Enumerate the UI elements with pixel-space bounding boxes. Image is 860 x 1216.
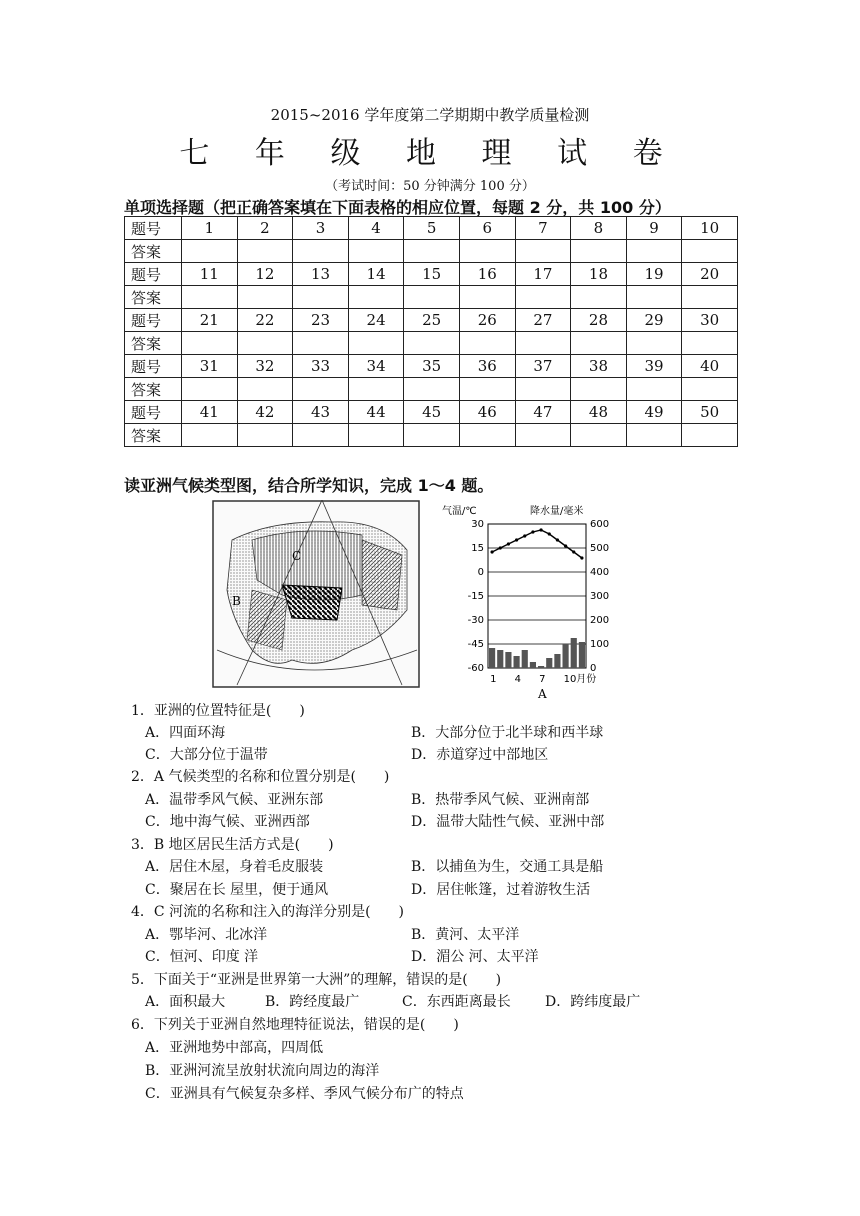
temperature-point (580, 556, 583, 559)
question-number-cell: 24 (348, 309, 404, 332)
table-row-answers (125, 286, 738, 309)
answer-cell[interactable] (515, 286, 571, 309)
reading-instruction: 读亚洲气候类型图，结合所学知识，完成 1～4 题。 (124, 476, 494, 495)
answer-cell[interactable] (404, 378, 460, 401)
temperature-point (515, 538, 518, 541)
answer-cell[interactable] (515, 424, 571, 447)
q4-option-b: B．黄河、太平洋 (411, 927, 520, 943)
temperature-point (523, 534, 526, 537)
answer-cell[interactable] (682, 240, 738, 263)
question-4-stem: 4．C 河流的名称和注入的海洋分别是( ) (131, 904, 404, 920)
exam-session-line: 2015~2016 学年度第二学期期中教学质量检测 (270, 106, 590, 124)
question-6-stem: 6．下列关于亚洲自然地理特征说法，错误的是( ) (131, 1017, 459, 1033)
chart-caption: A (538, 687, 547, 700)
question-number-cell: 45 (404, 401, 460, 424)
answer-table (124, 216, 738, 447)
chart-right-tick: 400 (590, 567, 610, 578)
answer-cell[interactable] (626, 240, 682, 263)
answer-cell[interactable] (682, 378, 738, 401)
chart-x-tick: 10月份 (563, 674, 597, 685)
answer-cell[interactable] (682, 286, 738, 309)
answer-cell[interactable] (515, 240, 571, 263)
answer-cell[interactable] (571, 378, 627, 401)
q5-option-c: C．东西距离最长 (402, 994, 511, 1010)
answer-cell[interactable] (293, 332, 349, 355)
question-number-cell: 11 (182, 263, 238, 286)
temperature-point (548, 532, 551, 535)
section-heading: 单项选择题（把正确答案填在下面表格的相应位置，每题 2 分，共 100 分） (124, 198, 671, 217)
question-number-cell: 6 (459, 217, 515, 240)
temperature-point (564, 544, 567, 547)
question-number-cell: 34 (348, 355, 404, 378)
question-number-cell: 46 (459, 401, 515, 424)
precipitation-bar (579, 642, 585, 668)
answer-cell[interactable] (293, 378, 349, 401)
question-number-cell: 10 (682, 217, 738, 240)
precipitation-bar (514, 656, 520, 668)
table-row-answers (125, 240, 738, 263)
answer-cell[interactable] (459, 424, 515, 447)
answer-cell[interactable] (348, 424, 404, 447)
answer-cell[interactable] (515, 332, 571, 355)
temperature-point (490, 550, 493, 553)
precipitation-bar (563, 644, 569, 668)
answer-cell[interactable] (348, 286, 404, 309)
chart-x-tick: 4 (514, 674, 521, 685)
answer-cell[interactable] (182, 286, 238, 309)
table-row-answers (125, 424, 738, 447)
question-number-cell: 26 (459, 309, 515, 332)
answer-cell[interactable] (293, 286, 349, 309)
question-number-cell: 15 (404, 263, 460, 286)
q1-option-b: B．大部分位于北半球和西半球 (411, 725, 604, 741)
answer-cell[interactable] (348, 240, 404, 263)
answer-cell[interactable] (182, 378, 238, 401)
answer-cell[interactable] (348, 332, 404, 355)
answer-cell[interactable] (571, 332, 627, 355)
q3-option-d: D．居住帐篷，过着游牧生活 (411, 882, 591, 898)
question-number-cell: 25 (404, 309, 460, 332)
chart-left-tick: 0 (477, 567, 484, 578)
q5-option-d: D．跨纬度最广 (545, 994, 641, 1010)
row-label-answer: 答案 (125, 286, 182, 309)
answer-cell[interactable] (237, 286, 293, 309)
question-number-cell: 17 (515, 263, 571, 286)
question-number-cell: 42 (237, 401, 293, 424)
exam-subtitle: （考试时间：50 分钟满分 100 分） (325, 179, 535, 194)
table-row-answers (125, 378, 738, 401)
chart-right-tick: 0 (590, 663, 597, 674)
question-number-cell: 41 (182, 401, 238, 424)
chart-left-tick: 30 (471, 519, 484, 530)
question-number-cell: 14 (348, 263, 404, 286)
q3-option-b: B．以捕鱼为生，交通工具是船 (411, 859, 604, 875)
q1-option-c: C．大部分位于温带 (145, 747, 268, 763)
q2-option-c: C．地中海气候、亚洲西部 (145, 814, 310, 830)
chart-left-axis-label: 气温/℃ (442, 506, 477, 517)
answer-cell[interactable] (459, 240, 515, 263)
precipitation-bar (538, 666, 544, 668)
row-label-number: 题号 (125, 355, 182, 378)
answer-cell[interactable] (182, 332, 238, 355)
question-number-cell: 23 (293, 309, 349, 332)
answer-cell[interactable] (182, 240, 238, 263)
temperature-line (492, 530, 582, 558)
question-5-stem: 5．下面关于“亚洲是世界第一大洲”的理解，错误的是( ) (131, 972, 502, 988)
question-number-cell: 47 (515, 401, 571, 424)
q3-option-a: A．居住木屋，身着毛皮服装 (145, 859, 324, 875)
answer-cell[interactable] (237, 240, 293, 263)
answer-cell[interactable] (682, 424, 738, 447)
climate-chart-a (440, 500, 620, 700)
precipitation-bar (489, 648, 495, 668)
question-number-cell: 28 (571, 309, 627, 332)
row-label-number: 题号 (125, 401, 182, 424)
q1-option-a: A．四面环海 (145, 725, 226, 741)
answer-cell[interactable] (182, 424, 238, 447)
answer-cell[interactable] (293, 424, 349, 447)
question-number-cell: 1 (182, 217, 238, 240)
answer-cell[interactable] (293, 240, 349, 263)
q2-option-b: B．热带季风气候、亚洲南部 (411, 792, 590, 808)
answer-cell[interactable] (626, 332, 682, 355)
q2-option-a: A．温带季风气候、亚洲东部 (145, 792, 324, 808)
precipitation-bar (546, 658, 552, 668)
q6-option-c: C．亚洲具有气候复杂多样、季风气候分布广的特点 (145, 1086, 464, 1102)
row-label-answer: 答案 (125, 424, 182, 447)
question-number-cell: 38 (571, 355, 627, 378)
answer-cell[interactable] (237, 378, 293, 401)
precipitation-bar (554, 654, 560, 668)
answer-cell[interactable] (626, 286, 682, 309)
table-row-numbers (125, 401, 738, 424)
q6-option-b: B．亚洲河流呈放射状流向周边的海洋 (145, 1063, 380, 1079)
q6-option-a: A．亚洲地势中部高，四周低 (145, 1040, 324, 1056)
row-label-number: 题号 (125, 263, 182, 286)
answer-cell[interactable] (571, 240, 627, 263)
map-label-c: C (292, 549, 302, 563)
chart-x-tick: 7 (539, 674, 546, 685)
temperature-point (539, 528, 542, 531)
q3-option-c: C．聚居在长 屋里，便于通风 (145, 882, 329, 898)
chart-right-tick: 600 (590, 519, 610, 530)
question-number-cell: 20 (682, 263, 738, 286)
row-label-number: 题号 (125, 309, 182, 332)
chart-left-tick: -60 (467, 663, 484, 674)
answer-cell[interactable] (571, 286, 627, 309)
answer-cell[interactable] (459, 332, 515, 355)
table-row-answers (125, 332, 738, 355)
row-label-answer: 答案 (125, 240, 182, 263)
chart-right-tick: 200 (590, 615, 610, 626)
exam-title: 七 年 级 地 理 试 卷 (179, 136, 681, 171)
question-1-stem: 1．亚洲的位置特征是( ) (131, 703, 305, 719)
answer-cell[interactable] (515, 378, 571, 401)
chart-right-tick: 300 (590, 591, 610, 602)
temperature-point (556, 538, 559, 541)
question-number-cell: 21 (182, 309, 238, 332)
q5-option-b: B．跨经度最广 (265, 994, 360, 1010)
answer-cell[interactable] (571, 424, 627, 447)
question-number-cell: 43 (293, 401, 349, 424)
precipitation-bar (530, 662, 536, 668)
table-row-numbers (125, 217, 738, 240)
question-3-stem: 3．B 地区居民生活方式是( ) (131, 837, 334, 853)
row-label-answer: 答案 (125, 378, 182, 401)
question-number-cell: 9 (626, 217, 682, 240)
row-label-number: 题号 (125, 217, 182, 240)
answer-cell[interactable] (626, 424, 682, 447)
question-number-cell: 22 (237, 309, 293, 332)
temperature-point (499, 546, 502, 549)
asia-climate-map (212, 500, 420, 688)
chart-right-tick: 100 (590, 639, 610, 650)
question-number-cell: 36 (459, 355, 515, 378)
question-number-cell: 31 (182, 355, 238, 378)
temperature-point (572, 550, 575, 553)
question-number-cell: 8 (571, 217, 627, 240)
question-2-stem: 2．A 气候类型的名称和位置分别是( ) (131, 769, 390, 785)
answer-cell[interactable] (404, 286, 460, 309)
table-row-numbers (125, 309, 738, 332)
answer-cell[interactable] (404, 332, 460, 355)
answer-cell[interactable] (404, 240, 460, 263)
question-number-cell: 4 (348, 217, 404, 240)
question-number-cell: 37 (515, 355, 571, 378)
question-number-cell: 18 (571, 263, 627, 286)
chart-right-axis-label: 降水量/毫米 (530, 506, 584, 517)
row-label-answer: 答案 (125, 332, 182, 355)
answer-cell[interactable] (348, 378, 404, 401)
question-number-cell: 35 (404, 355, 460, 378)
question-number-cell: 32 (237, 355, 293, 378)
chart-left-tick: 15 (471, 543, 484, 554)
chart-left-tick: -30 (467, 615, 484, 626)
chart-left-tick: -15 (467, 591, 484, 602)
question-number-cell: 13 (293, 263, 349, 286)
q2-option-d: D．温带大陆性气候、亚洲中部 (411, 814, 605, 830)
temperature-point (531, 530, 534, 533)
chart-x-tick: 1 (490, 674, 497, 685)
precipitation-bar (497, 650, 503, 668)
answer-cell[interactable] (237, 424, 293, 447)
answer-cell[interactable] (626, 378, 682, 401)
question-number-cell: 12 (237, 263, 293, 286)
question-number-cell: 29 (626, 309, 682, 332)
answer-cell[interactable] (682, 332, 738, 355)
question-number-cell: 2 (237, 217, 293, 240)
question-number-cell: 3 (293, 217, 349, 240)
table-row-numbers (125, 263, 738, 286)
q1-option-d: D．赤道穿过中部地区 (411, 747, 549, 763)
table-row-numbers (125, 355, 738, 378)
q4-option-c: C．恒河、印度 洋 (145, 949, 259, 965)
answer-cell[interactable] (404, 424, 460, 447)
question-number-cell: 30 (682, 309, 738, 332)
precipitation-bar (571, 638, 577, 668)
question-number-cell: 40 (682, 355, 738, 378)
question-number-cell: 27 (515, 309, 571, 332)
question-number-cell: 49 (626, 401, 682, 424)
q5-option-a: A．面积最大 (145, 994, 226, 1010)
question-number-cell: 50 (682, 401, 738, 424)
question-number-cell: 44 (348, 401, 404, 424)
precipitation-bar (522, 650, 528, 668)
precipitation-bar (505, 652, 511, 668)
q4-option-a: A．鄂毕河、北冰洋 (145, 927, 268, 943)
chart-left-tick: -45 (467, 639, 484, 650)
answer-cell[interactable] (459, 378, 515, 401)
answer-cell[interactable] (459, 286, 515, 309)
question-number-cell: 19 (626, 263, 682, 286)
answer-cell[interactable] (237, 332, 293, 355)
question-number-cell: 39 (626, 355, 682, 378)
map-label-b: B (232, 594, 241, 608)
question-number-cell: 5 (404, 217, 460, 240)
temperature-point (507, 542, 510, 545)
question-number-cell: 16 (459, 263, 515, 286)
question-number-cell: 33 (293, 355, 349, 378)
question-number-cell: 7 (515, 217, 571, 240)
chart-right-tick: 500 (590, 543, 610, 554)
q4-option-d: D．湄公 河、太平洋 (411, 949, 539, 965)
question-number-cell: 48 (571, 401, 627, 424)
